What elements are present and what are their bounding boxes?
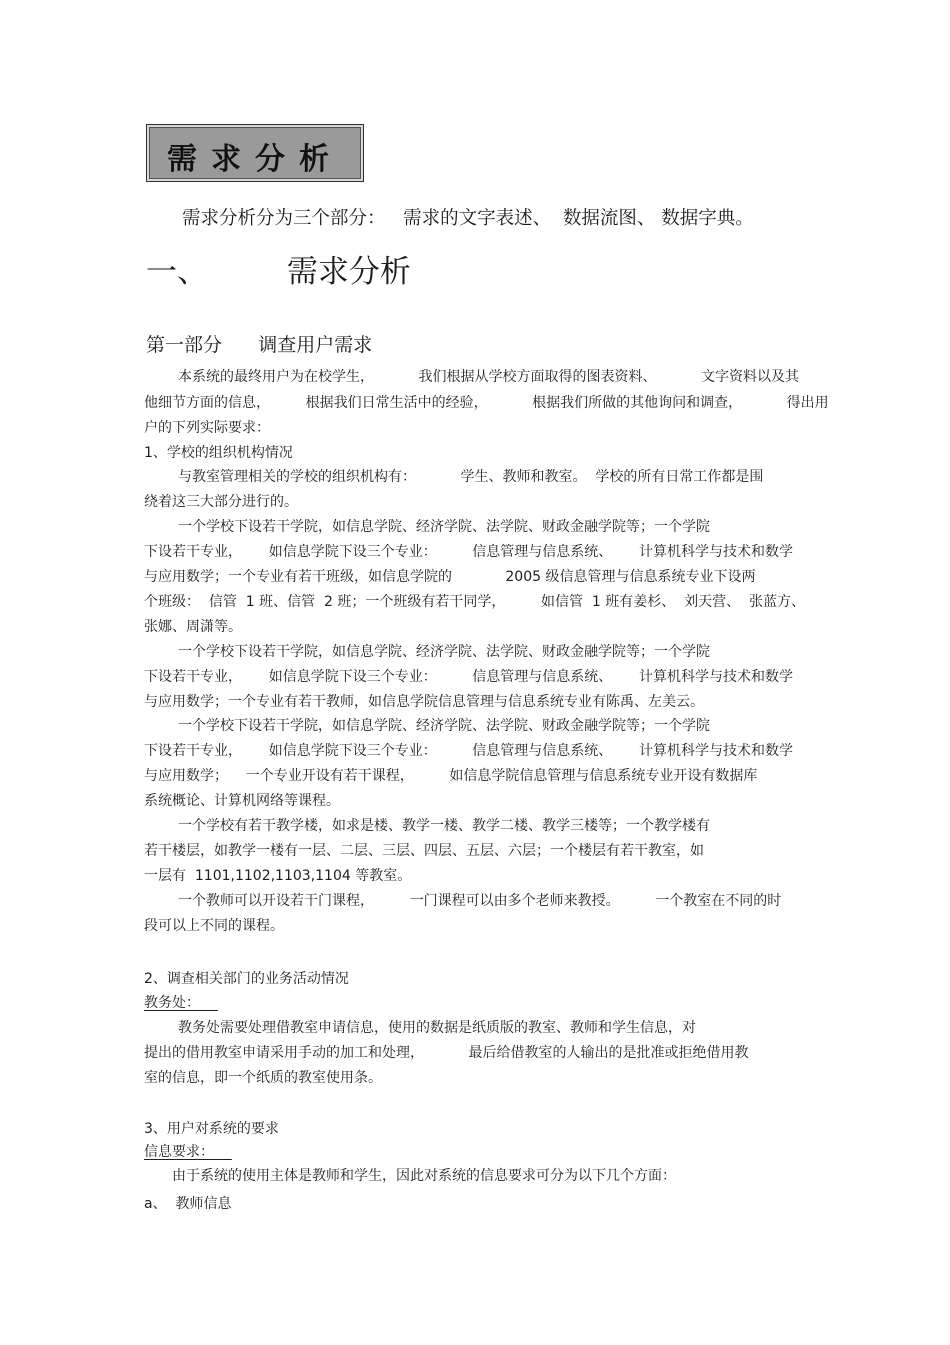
body-line: 一个学校下设若干学院，如信息学院、经济学院、法学院、财政金融学院等；一个学院 (178, 519, 710, 535)
body-line: 提出的借用教室申请采用手动的加工和处理， 最后给借教室的人输出的是批准或拒绝借用教 (144, 1045, 749, 1061)
body-line: 系统概论、计算机网络等课程。 (144, 793, 340, 809)
body-line: 一个学校有若干教学楼，如求是楼、教学一楼、教学二楼、教学三楼等；一个教学楼有 (178, 818, 710, 834)
body-line: 本系统的最终用户为在校学生， 我们根据从学校方面取得的图表资料、 文字资料以及其 (178, 369, 800, 385)
body-line: 下设若干专业， 如信息学院下设三个专业： 信息管理与信息系统、 计算机科学与技术和数学 (144, 544, 794, 560)
section-heading-1: 1、学校的组织机构情况 (144, 445, 293, 461)
subheading-info-requirements: 信息要求： (144, 1144, 232, 1160)
body-line: 他细节方面的信息， 根据我们日常生活中的经验， 根据我们所做的其他询问和调查， 得出用 (144, 395, 829, 411)
body-line: 一个学校下设若干学院，如信息学院、经济学院、法学院、财政金融学院等；一个学院 (178, 644, 710, 660)
intro-sentence: 需求分析分为三个部分： 需求的文字表述、 数据流图、 数据字典。 (182, 208, 754, 229)
body-line: 与应用数学；一个专业有若干教师，如信息学院信息管理与信息系统专业有陈禹、左美云。 (144, 694, 704, 710)
body-line: 与教室管理相关的学校的组织机构有： 学生、教师和教室。 学校的所有日常工作都是围 (178, 469, 764, 485)
body-line: 段可以上不同的课程。 (144, 918, 284, 934)
body-line: 一个教师可以开设若干门课程， 一门课程可以由多个老师来教授。 一个教室在不同的时 (178, 893, 782, 909)
title-box-text: 需求分析 (167, 142, 343, 177)
body-line: 教务处需要处理借教室申请信息，使用的数据是纸质版的教室、教师和学生信息，对 (178, 1020, 696, 1036)
body-line: 绕着这三大部分进行的。 (144, 494, 298, 510)
body-line: 与应用数学； 一个专业开设有若干课程， 如信息学院信息管理与信息系统专业开设有数据库 (144, 768, 758, 784)
body-line: 张娜、周潇等。 (144, 619, 242, 635)
body-line: 一层有 1101,1102,1103,1104 等教室。 (144, 868, 412, 884)
title-box (146, 124, 364, 182)
body-line: 户的下列实际要求： (144, 420, 270, 436)
section-heading-3: 3、用户对系统的要求 (144, 1121, 279, 1137)
body-line: 由于系统的使用主体是教师和学生，因此对系统的信息要求可分为以下几个方面： (172, 1168, 676, 1184)
body-line: 下设若干专业， 如信息学院下设三个专业： 信息管理与信息系统、 计算机科学与技术和数学 (144, 669, 794, 685)
body-line: 下设若干专业， 如信息学院下设三个专业： 信息管理与信息系统、 计算机科学与技术和数学 (144, 743, 794, 759)
section-heading-2: 2、调查相关部门的业务活动情况 (144, 971, 349, 987)
heading-level-2: 第一部分 调查用户需求 (146, 334, 373, 356)
body-line: 个班级： 信管 1 班、信管 2 班；一个班级有若干同学， 如信管 1 班有姜杉、 刘天营、 张蓝方、 (144, 594, 806, 610)
body-line: 与应用数学；一个专业有若干班级，如信息学院的 2005 级信息管理与信息系统专业下设两 (144, 569, 756, 585)
body-line: 一个学校下设若干学院，如信息学院、经济学院、法学院、财政金融学院等；一个学院 (178, 718, 710, 734)
body-line: 若干楼层，如教学一楼有一层、二层、三层、四层、五层、六层；一个楼层有若干教室，如 (144, 843, 704, 859)
list-item-a: a、 教师信息 (144, 1196, 232, 1212)
heading-level-1: 一、 需求分析 (146, 254, 411, 290)
subheading-office: 教务处： (144, 995, 218, 1011)
body-line: 室的信息，即一个纸质的教室使用条。 (144, 1070, 382, 1086)
